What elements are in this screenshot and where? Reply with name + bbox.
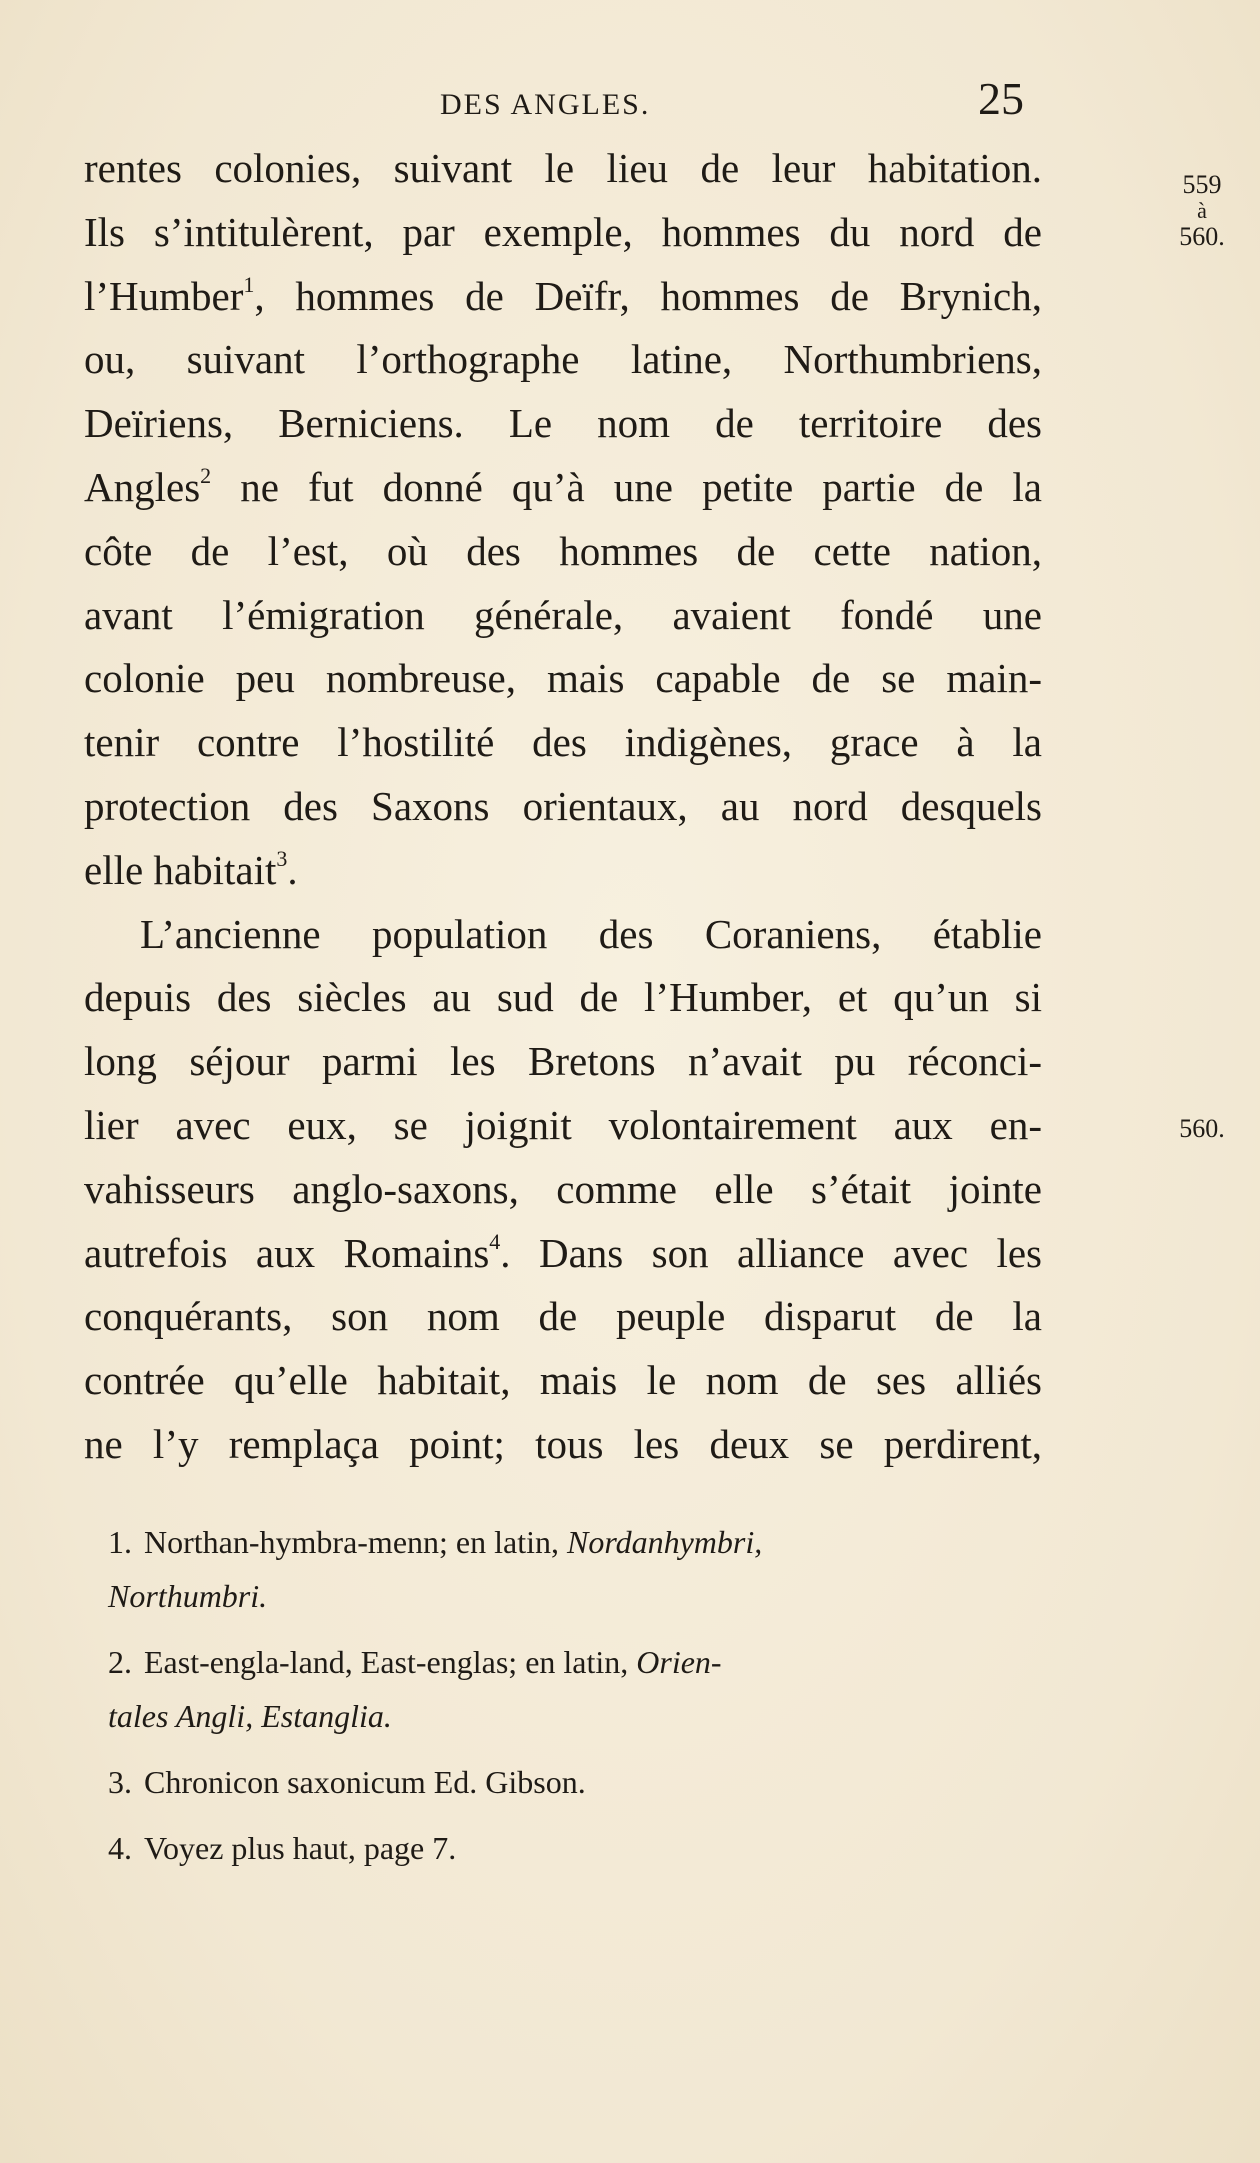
footnote-2-continued — [96, 1689, 1008, 1743]
text-line: avant l’émigration générale, avaient fondé une — [84, 591, 1042, 638]
margin-date-separator: à — [1197, 198, 1207, 223]
text-fragment: l’Humber — [84, 272, 244, 319]
text-line: conquérants, son nom de peuple disparut de la — [84, 1293, 1042, 1340]
footnote-number: 1. — [108, 1524, 132, 1560]
footnote-4 — [108, 1821, 1008, 1875]
text-line: Ils s’intitulèrent, par exemple, hommes du nord de — [84, 208, 1042, 255]
text-line: L’ancienne population des Coraniens, établie — [140, 910, 1042, 957]
text-line: vahisseurs anglo-saxons, comme elle s’était jointe — [84, 1165, 1042, 1212]
text-fragment: , hommes de Deïfr, hommes de Brynich, — [254, 272, 1042, 319]
text-line: lier avec eux, se joignit volontairement aux en- — [84, 1101, 1042, 1148]
text-line: rentes colonies, suivant le lieu de leur habitation. — [84, 145, 1042, 191]
footnote-1-continued — [96, 1569, 1008, 1623]
page-number: 25 — [978, 73, 1024, 124]
footnote-ref: 4 — [489, 1228, 501, 1254]
footnote-number: 2. — [108, 1644, 132, 1680]
text-fragment: elle habitait — [84, 846, 277, 893]
footnote-number: 4. — [108, 1830, 132, 1866]
text-line — [84, 839, 1042, 903]
running-head: DES ANGLES. — [440, 88, 651, 121]
footnote-text: Voyez plus haut, page 7. — [144, 1830, 457, 1866]
footnotes — [108, 1515, 1008, 1875]
footnote-3 — [108, 1755, 1008, 1809]
margin-date-end: 560. — [1179, 222, 1225, 251]
footnote-ref: 1 — [243, 271, 255, 297]
text-line: Deïriens, Berniciens. Le nom de territoire des — [84, 400, 1042, 447]
text-line: depuis des siècles au sud de l’Humber, et qu’un si — [84, 974, 1042, 1021]
text-line: tenir contre l’hostilité des indigènes, grace à la — [84, 719, 1042, 766]
margin-date-start: 559 — [1182, 170, 1222, 199]
margin-date-single: 560. — [1179, 1114, 1225, 1143]
text-fragment: . Dans son alliance avec les — [500, 1229, 1042, 1276]
main-text — [84, 137, 1042, 1477]
footnote-1 — [108, 1515, 1008, 1569]
text-fragment: . — [287, 846, 298, 893]
margin-date-range — [1162, 172, 1242, 250]
footnote-italic: tales Angli, Estanglia. — [108, 1698, 392, 1734]
footnote-2 — [108, 1635, 1008, 1689]
footnote-text: Northan-hymbra-menn; en latin, — [144, 1524, 567, 1560]
text-line — [84, 1222, 1042, 1286]
footnote-ref: 2 — [200, 462, 212, 488]
footnote-italic: Orien- — [636, 1644, 722, 1680]
footnote-italic: Northumbri. — [108, 1578, 268, 1614]
footnote-ref: 3 — [276, 845, 288, 871]
text-fragment: ne fut donné qu’à une petite partie de la — [211, 463, 1042, 510]
text-line: ou, suivant l’orthographe latine, Northumbriens, — [84, 336, 1042, 383]
text-line — [84, 265, 1042, 329]
footnote-number: 3. — [108, 1764, 132, 1800]
text-line: long séjour parmi les Bretons n’avait pu réconci- — [84, 1038, 1042, 1085]
text-line: ne l’y remplaça point; tous les deux se perdirent, — [84, 1420, 1042, 1467]
text-line: protection des Saxons orientaux, au nord desquels — [84, 782, 1042, 829]
text-fragment: Angles — [84, 463, 201, 510]
footnote-text: Chronicon saxonicum Ed. Gibson. — [144, 1764, 586, 1800]
text-line — [84, 456, 1042, 520]
text-line: colonie peu nombreuse, mais capable de se main- — [84, 655, 1042, 702]
text-line: côte de l’est, où des hommes de cette nation, — [84, 527, 1042, 574]
text-line: contrée qu’elle habitait, mais le nom de ses alliés — [84, 1357, 1042, 1404]
text-fragment: autrefois aux Romains — [84, 1229, 490, 1276]
footnote-italic: Nordanhymbri, — [566, 1524, 763, 1560]
footnote-text: East-engla-land, East-englas; en latin, — [144, 1644, 637, 1680]
